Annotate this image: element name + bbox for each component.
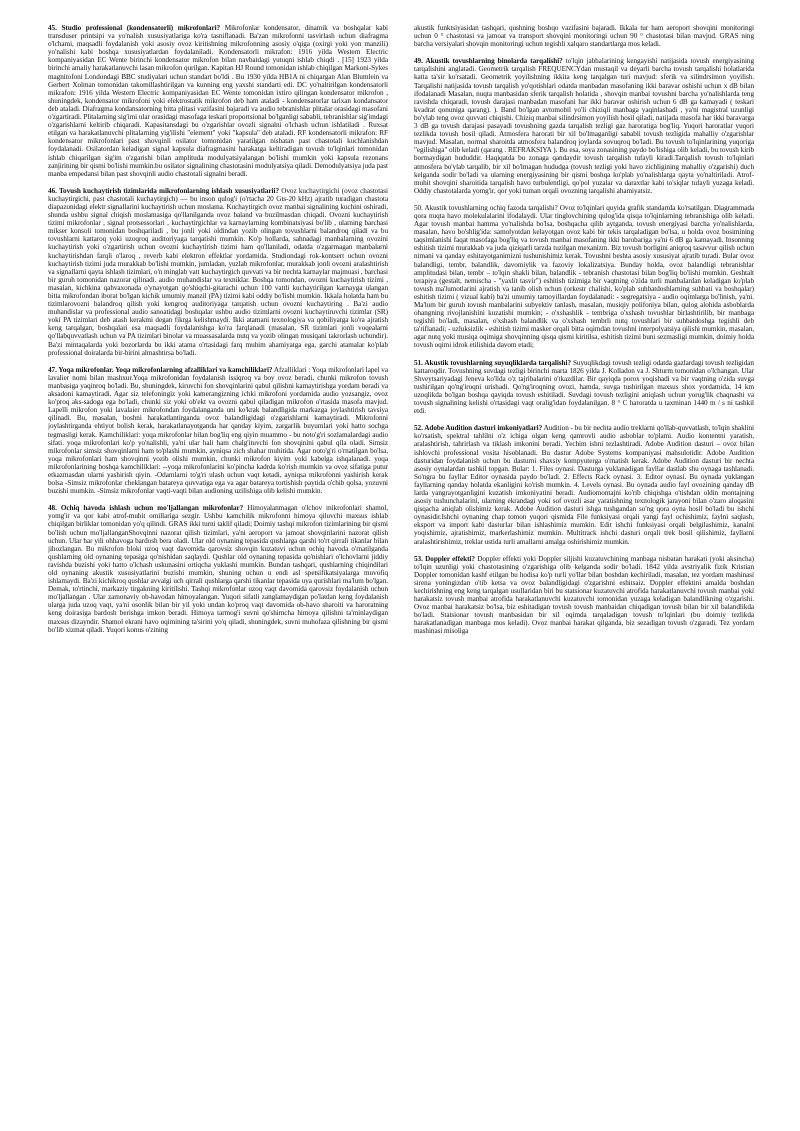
question-51 [414, 359, 754, 416]
question-body: 50. Akustik tovushlarning ochiq fazoda tarqalishi? Ovoz to'lqinlari quyida grafik standartda ko'rsatilgan. Diagrammada qora nuqta havo molekulalarini ifodalaydi. Ular tinglovchining qulog'ida qisqa to'lqinlarning tebranishiga olib keladi. Agar tovush manbai hamma yo'nalishda bo'lsa, boshqacha qilib aytganda, tovush energiyasi barcha yo'nalishlarda, masalan, havo bo'shlig'ida: samolyotdan kelayotgan ovoz kabi bir tekis tarqaladigan bo'lsa, u holda ovoz bosimining taqsimlanishi faqat masofaga bog'liq va tovush manbai masofaning ikki barobariga ya'ni 6 dB ga kamayadi. Insonning eshitish tizimi murakkab va juda qiziqarli tarzda tuzilgan mexanizm. Biz tovush borligini aniqroq tasavvur qilish uchun nimani va qanday eshitayotganimizni tushunishimiz kerak. Tovushni beshta asosiy xususiyat ajratib turadi. Bular ovoz balandligi, tembr, balandlik, davomiylik va fazoviy lokalizatsiya. Bunday holda, ovoz balandligi tebranishlar amplitudasi bilan, tembr – to'lqin shakli bilan, balandlik - tebranish chastotasi bilan bog'liq bo'lishi mumkin. Geshtalt terapiya (gestalt, nemischa - "yaxlit tasvir") eshitish tizimiga bir vaqtning o'zida turli manbalardan keladigan ko'plab tovush ma'lumotlarini ajratish va tanib olish uchun (orkestr chalishi, ko'plab suhbatdoshlarning suhbati va boshqalar) eshitish tizimi ( vizual kabi) ba'zi umumiy tamoyillardan foydalanadi: - segregatsiya - audio oqimlarga bo'linish, ya'ni. Ma'lum bir guruh tovush manbalarini subyektiv tanlash, masalan, musiqiy polifoniya bilan, qulog alohida asboblarda ohangning rivojlanishini kuzatishi mumkin; - o'xshashlik - tembriga o'xshash tovushlar birlashtirilib, bir manbaga tegishli bo'ladi, masalan, o'xshash balandlik va o'xshash tembrli nutq tovushlari bir suhbatdoshga tegishli deb ta'riflanadi; - uzluksizlik - eshitish tizimi masker orqali bitta oqimdan tovushni interpolyatsiya qilishi mumkin, masalan, agar nutq yoki musiqa oqimiga shovqinning qisqa qismi kiritilsa, eshitish tizimi buni sezmasligi mumkin, doimiy holda tovush oqimi idrok etilishida davom etadi; [414, 203, 754, 350]
question-body: Doppler effekti yoki Doppler siljishi kuzatuvchining manbaga nisbatan harakati (yoki aksincha) to'lqin uzunligi yoki chastotasining o'zgarishiga olib kelganda sodir bo'ladi. 1842 yilda avstriyalik fizik Kristian Doppler tomonidan kashf etilgan bu hodisa ko'p turli yo'llar bilan boshdan kechiriladi, masalan, tez yordam mashinasi sirena yoningizdan o'tib ketsa va ovoz balandligidagi o'zgarishni eshitsaiz. Doppler effektini amalda boshdan kechirishning eng keng tarqalgan usullaridan biri bu statsionar kuzatuvchi atrofida harakatlanuvchi tovush manbai yoki harakatsiz tovush manbai atrofida harakatlanuvchi kuzatuvchi tomonidan yuzaga keladigan balandlikning o'zgarishi. Ovoz manbai harakatsiz bo'lsa, biz eshitadigan tovush tovush manbaidan chiqadigan tovush bilan bir xil balandlikda bo'ladi. Statsionar tovush manbasidan bir xil oqimda tarqaladigan tovush to'lqinlari (bu doimiy tezlikda harakatlanadigan manbaga mos keladi). Ovoz manbai harakat qilganda, biz sezadigan tovush o'zgaradi. Tez yordam mashinasi misoliga [414, 554, 754, 636]
question-body: Ovoz kuchaytirgichi (ovoz chastotasi kuchaytirgichi, past chastotali kuchaytirgich) — bu inson qulog'i (o'rtacha 20 Gts-20 kHz) ajratib turadigan chastota diapazonidagi elektr signallarini kuchaytirish uchun moslama. Kuchaytirgich ovoz manbai signalining kuchini oshiradi, shunda ushbu signal chiqish moslamasiga qo'llanilganda ovoz baland va buzilmasdan chiqadi. Ovozni kuchaytirish tizimi mikrofonlar , signal protsessorlari , kuchaytirgichlar va karnaylarning kombinatsiyasi bo'lib , ularning barchasi mikser konsoli tomonidan boshqariladi , bu jonli yoki oldindan yozib olingan tovushlarni balandroq qiladi va bu tovushlarni kattaroq yoki uzoqroq auditoriyaga tarqatishi mumkin. Ko'p hollarda, sahnadagi manbalarning ovozini kuchaytirish yoki o'zgartirish uchun ovozni kuchaytirish tizimi ham qo'llaniladi, odatda o'zgarmagan manbalarni kuchaytirishdan farqli o'laroq , reverb kabi elektron effektlar yordamida. Studiondagi rok-kontsert uchun ovozni kuchaytirish tizimi juda murakkab bo'lishi mumkin, jumladan, yuzlab mikrofonlar, murakkab jonli ovozni aralashtirish va signallarni qayta ishlash tizimlari, o'n minglab vatt kuchaytirgich quvvati va bir nechta karnaylar majmuasi , barchasi bir guruh tomonidan nazorat qilinadi. audio muhandislar va texniklar. Boshqa tomondan, ovozni kuchaytirish tizimi , masalan, kichkina qahvaxonada o'ynayotgan qo'shiqchi-gitarachi uchun 100 vattli kuchaytirilgan karnayga ulangan bitta mikrofondan iborat bo'lgan kichik umumiy manzil (PA) tizimi kabi oddiy bo'lishi mumkin. Ikkala holatda ham bu tizimlarovozni balandroq qilish yoki kengroq auditoriyaga tarqatish uchun ovozni kuchaytiring . Ba'zi audio muhandislar va professional audio sanoatidagi boshqalar ushbu audio tizimlarni ovozni kuchaytiruvchi tizimlar (SR) yoki PA tizimlari deb atash kerakmi degan fikrga kelishmaydi. Ikki atamani texnologiya va qobiliyatga ko'ra ajratish keng tarqalgan, boshqalari esa maqsadli foydalanishga ko'ra farqlanadi (masalan, SR tizimlari jonli voqealarni qo'llabquvvatlash uchun va PA tizimlari binolar va muassasalarda nutq va yozib olingan musiqani takrorlash uchundir). Ba'zi mintaqalarda yoki bozorlarda bu ikki atama o'rtasidagi farq muhim ahamiyatga ega, garchi atamalar ko'plab professional doiralarda bir-birini almashtirsa bo'ladi. [48, 186, 388, 357]
question-50 [414, 204, 754, 350]
question-body: Audition - bu bir nechta audio treklarni qo'llab-quvvatlash, to'lqin shaklini ko'rsatish, spektral tahlilni o'z ichiga olgan keng qamrovli audio asboblar to'plami. Audio kontentni yaratish, aralashtirish, tahrirlash va tiklash imkonini beradi. Yechim ishni tezlashtiradi. Adobe Audition dasturi – ovoz bilan ishlovchi professional vosita hisoblanadi. Bu dastur Adobe Systems kompaniyasi mahsulotidir. Adobe Audition dasturidan foydalanish uchun bu dasturni shaxsiy kompyuterga o'rnatish kerak. Adobe Audition dasturi bir nechta asosiy oynalardan tashkil topgan. Bular: 1. Files oynasi. Dasturga yuklanadigan fayllar dastlab shu oynaga tashlanadi. So'ngra bu fayllar Editor oynasida paydo bo'ladi. 2. Effects Rack oynasi. 3. Editor oynasi. Bu oynada yuklangan fayllarning qanday holatda ekanligini ko'rish mumkin. 4. Levels oynasi. Bu oynada audio fayl ovozining qanday dB larda yangrayotganligini kuzatish imkoniyatini beradi. Audiomontajni ko'rib chiqishga o'tishdan oldin montajning asosiy tushunchalarini, ularning ekrandagi yoki sof ovozli asar yaratishning texnologik jarayoni bilan o'zaro aloqasini qisqacha aniqlab olishimiz kerak. Adobe Audition dasturi ishga tushgandan so'ng qora oyna hosil bo'ladi bu ishchi oynasidir.Ishchi oynaning chap tomon yuqori qismida File funksiyasi orqali yangi fayl ochishimiz, faylni saqlash, eksport va import kabi dasturlar bilan ishlashimiz mumkin. Edit ishchi funksiyasi orqali belgilashimiz, kanalni yoqishimiz, ajratishimiz, markerlashimiz mumkin. Multitrack ishchi dasturi orqali trek bosil qilishimiz, fayllarni aralashtirishimiz, treklar ustida turli amallarni amalga oshirishimiz mumkin. [414, 424, 754, 546]
question-title: 52. Adobe Audition dasturi imkoniyatlari? [414, 424, 543, 433]
question-title: 49. Akustik tovushlarning binolarda tarqalishi? [414, 57, 563, 66]
question-body: Afzalliklari : Yoqa mikrofonlari lapel va lavalier nomi bilan mashxur.Yoqa mikrofonidan foydalanish issiqroq va boy ovoz beradi, chunki mikrofon tovush manbasiga yaqinroq bo'ladi. Bu, shuningdek, kiruvchi fon shovqinlarini qabul qilishni kamaytirishga yordam beradi va aksadoni kamaytiradi. Agar siz telefoningiz yoki kamerangizning ichki mikrofoni yordamida audio yozsangiz, ovoz ko'proq aks-sadoga ega bo'ladi, chunki siz yoki ob'ekt va ovozni qabul qiladigan mikrofon o'rtasida masofa mavjud. Lapelli mikrofon yoki lavalaier mikrofondan foydalanganda uni ko'krak balandligida markazga joylashtirish tavsiya qilinadi. Bu, masalan, boshni harakatlantirganda ovoz balandligidagi o'zgarishlarni kamaytiradi. Mikrofonni joylashtirganda ehtiyot bolish kerak, harakatlanayotganda har qanday kiyim, zargarlik buyumlari yoki hatto sochga tegmasligi kerak. Kamchiliklari: yoqa mikrofonlar bilan bog'liq eng qiyin muammo - bu noto'g'ri sozlamalardagi audio sifati. yoqa mikrofonlari ko'p yo'nalishli, ya'ni ular hali ham chalg'ituvchi fon shovqinini qabul qila oladi. Simsiz mikrofonlar simsiz shovqinlarni ham to'plashi mumkin, ayniqsa zich shahar muhitida. Agar noto'g'ri o'rnatilgan bo'lsa, yoqa mikrofonlari ham shovqinni yozib olishi mumkin, chunki mikrofon kiyim yoki kabelga ishqalanadi. yoqa mikrofonlarining boshqa kamchiliklari: --yoqa mikrofonlarini ko'pincha kadrda ko'rish mumkin va ovoz sifatiga putur etkazmasdan ularni yashirish qiyin. -Odamlarni to'g'ri ulash uchun vaqt ketadi, ayniqsa mikrofonni yashirish kerak bolsa -Simsiz mikrofonlar cheklangan batareya quvvatiga ega va agar batareya tortishish paytida o'chib qolsa, yozuvni buzishi mumkin. -Simsiz mikrofonlar vaqti-vaqti bilan audioning uzilishiga olib kelishi mumkin. [48, 365, 388, 496]
question-title: 53. Doppler effekti? [414, 554, 475, 563]
question-title: 47. Yoqa mikrofonlar. Yoqa mikrofonlarning afzalliklari va kamchiliklari? [48, 365, 273, 374]
question-53 [414, 555, 754, 636]
question-45 [48, 24, 388, 178]
right-column [414, 24, 754, 1119]
question-52 [414, 424, 754, 545]
question-48-continued [414, 24, 754, 48]
question-48 [48, 504, 388, 634]
question-title: 46. Tovush kuchaytirish tizimlarida mikrofonlarning ishlash xususiyatlarii? [48, 186, 279, 195]
question-47 [48, 366, 388, 496]
question-title: 45. Studio professional (kondensatorli) mikrofonlari? [48, 24, 221, 32]
question-body: akustik funktsiyasidan tashqari, qushning boshqo vazifasini bajaradi. Ikkala tur ham aeroport shovqini monitoringi uchun 0 ° chastotasi va jamoat va transport shovqini monitoringi uchun 90 ° chastotasi bilan mavjud. GRAS ning barcha versiyalari shovqin monitoringi uchun tegishli xalqaro standartlarga mos keladi. [414, 24, 754, 49]
question-body: to'lqin jabhalarining kengayishi natijasida tovush energiyasining tarqalishini anglatadi. Geometrik tarqalish FREQUENCYdan mustaqil va deyarli barcha tovush tarqalishi holatlarida katta ta'sir ko'rsatadi. Geometrik yoyilishning ikkita keng tarqalgan turi mavjud: sferik va silindrsimon yoyilish. Tarqalishi natijasida tovush tarqalish yo'qotishlari odatda manbadan masofaning ikki baravar oshishi uchun x dB bilan ifodalanadi Masalan, nuqta manbasidan sferik tarqalish holatida , shovqin manbai tovushni barcha yo'nalishlarda teng ravishda chiqaradi, tovush darajasi manbadan masofani har ikki baravar oshirish uchun 6 dB ga kamayadi ( teskari kvadrat qonuniga qarang). ). Band bo'lgan avtomobil yo'li chiziqli manbaga yaqinlashadi , ya'ni magistral uzunligi bo'ylab teng ovoz quvvati chiqishi. Chiziq manbai silindrsimon yoyilish hosil qiladi, natijada masofa har ikki baravarga 3 dB ga tovush darajasi pasayadi tovushning gazda tarqalish tezligi gaz haroratiga bog'liq. Yuqori haroratlar yuqori tezlikda tovush hosil qiladi. Atmosfera harorati bir xil bo'lmaganligi sababli tovush tezligida mahalliy o'zgarishlar mavjud. Masalan, normal sharoitda atmosfera balandroq joylarda sovuqroq bo'ladi. Bu tovush to'lqinlarining yuqoriga "egilishiga" olib keladi (qarang . REFRAKSIYA ). Bu esa, soya zonasining paydo bo'lishiga olib keladi, bu tovush kirib bormaydigan hududdir. Haqiqatda bu zonaga qandaydir tovush tarqalish tufayli kiradi.Tarqalish tovush to'lqinlari atmosfera bo'ylab tarqalib, bir xil bo'lmagan hududga (tovush tezligi yoki havo zichligining mahalliy o'zgarishi) duch kelganda sodir bo'ladi va ularning energiyasining bir qismi boshqa ko'plab yo'nalishlarga qayta yo'naltiriladi. Atrof-muhit shovqini sharoitida tarqalish havo turbulentligi, qo'pol yuzalar va daraxtlar kabi to'siqlar tufayli yuzaga keladi. Oddiy chastotalarda yomg'ir, qor yoki tuman orqali ovozning tarqalishi ahamiyatsiz. [414, 57, 754, 195]
question-49 [414, 57, 754, 195]
question-body: Suyuqlikdagi tovush tezligi odatda gazlardagi tovush tezligidan kattaroqdir. Tovushning suvdagi tezligi birinchi marta 1826 yilda J. Kolladon va J. Shturm tomonidan o'lchangan. Ular Shveytsariyadagi Jeneva ko'lida o'z tajribalarini o'tkazdilar. Bir qayiqda porox yoqishadi va bir vaqtning o'zida suvga tushirilgan qo'ng'iroqni urishadi. Qo'ng'iroqning ovozi, hamda, suvga tushirilgan maxsus shox yordamida, 14 km uzoqlikda bo'lgan boshqa qayiqda tovush eshitiladi. Suvdagi tovush tezligini aniqlash uchun yorug'lik chaqnashi va tovush signalining kelishi o'rtasidagi vaqt oralig'idan foydalanilgan. 8 ° C haroratda u taxminan 1440 m / s ni tashkil etdi. [414, 358, 754, 416]
question-body: Mikrofonlar kondensator, dinamik va boshqalar kabi transduser printsipi va yo'nalish xususiyatlariga ko'ra tasniflanadi. Ba'zan mikrofonni tasvirlash uchun diafragma o'lchami, maqsadli foydalanish yoki asosiy ovoz kiritishning mikrofonning asosiy o'qiga (oxirgi yoki yon manzili) yo'nalishi kabi boshqa xususiyatlardan foydalaniladi. Kondensatorli mikrafon: 1916 yilda Western Electric kompaniyasidan EC Wente birinchi kondensator mikrofon bilan navbatdagi yutuqni ishlab chiqdi . [15] 1923 yilda birinchi amaliy harakatlanuvchi lasan mikrofon qurilgan. Kapitan HJ Round tomonidan ishlab chiqilgan Markoni-Sykes magnitofoni Londondagi BBC studiyalari uchun standart bo'ldi . Bu 1930 yilda HB1A ni chiqargan Alan Blumlein va Gerbert Xolman tomonidan takomillashtirilgan va kunning eng yaxshi standarti edi. DC yo'naltirilgan kondensatorli mikrafon: 1916 yilda Western Electric kompaniyasidan EC Wente tomonidan ixtiro qilingan kondensator mikrofon , shuningdek, kondensator mikrofoni yoki elektrostatik mikrofon deb ham ataladi - kondensatorlar tarixan kondansator deb ataladi. Diafragma kondansatorning bitta plitasi vazifasini bajaradi va audio tebranishlar plitalar orasidagi masofani o'zgartiradi. Plitalarning sig'imi ular orasidagi masofaga teskari proportsional bo'lganligi sababli, tebranishlar sig'imdagi o'zgarishlarni keltirib chiqaradi. Kapasitansdagi bu o'zgarishlar ovozli signalni o'lchash uchun ishlatiladi . Ruxsat etilgan va harakatlanuvchi plitalarning yig'ilishi "element" yoki "kapsula" deb ataladi. RF kondensatorli mikrafon: RF kondensator mikrofonlari past shovqinli osilator tomonidan yaratilgan nisbatan past chastotali kuchlanishdan foydalanadi. Osilatordan keladigan signal kapsula diafragmasini harakatga keltiradigan tovush to'lqinlari tomonidan ishlab chiqarilgan sig'im o'zgarishi bilan amplituda modulyatsiyalangan bo'lishi mumkin yoki kapsula rezonans zanjirining bir qismi bo'lishi mumkin.bu osilator signalining chastotasini modulyatsiya qiladi. Demodulyatsiya juda past manba empedansi bilan past shovqinli audio chastotali signalni beradi. [48, 24, 388, 178]
question-title: 51. Akustik tovushlarning suyuqliklarda tarqalishi? [414, 358, 571, 367]
question-title: 48. Ochiq havoda ishlash uchun mo'ljallangan mikrofonlar? [48, 504, 244, 513]
question-46 [48, 187, 388, 357]
left-column [48, 24, 388, 1119]
question-body: Himoyalanmagan o'lchov mikrofonlari shamol, yomg'ir va qor kabi atrof-muhit omillariga sezgir. Ushbu kamchilik mikrofonni himoya qiluvchi maxsus ishlab chiqilgan birliklar tomonidan yo'q qilindi. GRAS ikki turni taklif qiladi; Doimiy tashqi mikrofon tizimlarining bir qismi bo'lish uchun mo'ljallanganShovqinni nazorat qilish tizimlari, ya'ni aeroport va jamoat shovqinlarini nazorat qilish uchun. Ular har yili ohhavoga bardosh bera oladi. Ular old oynaning tepasida qushlarga qarshi to'rt qirrali tikanlar bilan jihozlangan. Bu mikrofon bloki uzoq vaqt davomida qarovsiz shovqin kuzatuvi uchun ochiq havoda o'rnatilganda qushlarning old oynaning tepasiga qo'nishidan saqlaydi. Qushlar old oynaning tepasida qo'nishlari o'lchovlarni jiddiy ravishda buzishi yoki hatto o'lchash uskunasini ortiqcha yuklashi mumkin. Bundan tashqari, qushlarning chiqindilari old oynaning akustik xususiyatlarini buzishi mumkin, shuning uchun u endi asl spetsifikatsiyalarga muvofiq ishlamaydi. Ba'zi kichikroq qushlar avvalgi uch qirrali qushlarga qarshi tikanlar tepasida uya qurishlari ma'lum bo'lgan. Demak, to'rtinchi, markaziy tirgakning kiritilishi. Tashqi mikrofonlar uzoq vaqt davomida qarovsiz foydalanish uchun mo'ljallangan . Ular zamonaviy ob-havodan himoyalangan. Yuqori sifatli zanglamaydigan po'latdan keng foydalanish ularga juda uzoq vaqt, ya'ni osonlik bilan bir yil yoki undan ko'proq vaqt davomida ob-havo sharoiti va haroratning keng doirasiga bardosh berishga imkon beradi. Himoya tarmog'i suvni qo'shimcha himoya qilishni ta'minlaydigan maxsus dizayndir. Shamol ekrani havo oqimining ta'sirini yo'q qiladi, shuningdek, suvni muhofaza qilishning bir qismi bo'lib xizmat qiladi. Yuqori konus o'zining [48, 504, 388, 634]
